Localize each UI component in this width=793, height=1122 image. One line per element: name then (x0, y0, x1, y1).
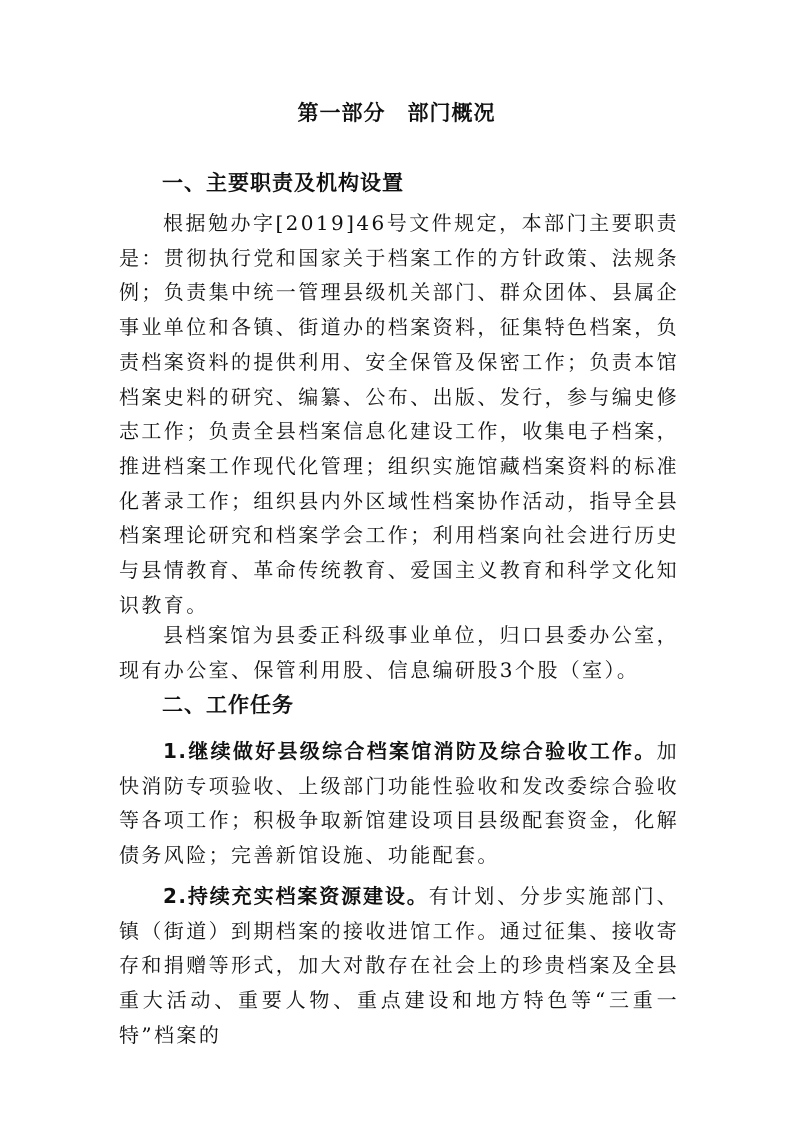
task-item-1-text: 加快消防专项验收、上级部门功能性验收和发改委综合验收等各项工作；积极争取新馆建设项目县级配套资金，化解债务风险；完善新馆设施、功能配套。 (119, 739, 679, 868)
task-item-2 (119, 879, 679, 1053)
page-title: 第一部分 部门概况 (297, 101, 496, 125)
organization-paragraph: 县档案馆为县委正科级事业单位，归口县委办公室，现有办公室、保管利用股、信息编研股3个股（室）。 (119, 623, 679, 682)
duties-paragraph: 根据勉办字[2019]46号文件规定，本部门主要职责是：贯彻执行党和国家关于档案工作的方针政策、法规条例；负责集中统一管理县级机关部门、群众团体、县属企事业单位和各镇、街道办的档案资料，征集特色档案，负责档案资料的提供利用、安全保管及保密工作；负责本馆档案史料的研究、编纂、公布、出版、发行，参与编史修志工作；负责全县档案信息化建设工作，收集电子档案，推进档案工作现代化管理；组织实施馆藏档案资料的标准化著录工作；组织县内外区域性档案协作活动，指导全县档案理论研究和档案学会工作；利用档案向社会进行历史与县情教育、革命传统教育、爱国主义教育和科学文化知识教育。 (119, 211, 679, 617)
section-heading-duties: 一、主要职责及机构设置 (162, 171, 404, 195)
section-heading-tasks: 二、工作任务 (162, 693, 294, 717)
task-item-2-lead: 2.持续充实档案资源建设。 (163, 884, 429, 908)
task-item-1-lead: 1.继续做好县级综合档案馆消防及综合验收工作。 (163, 739, 657, 763)
task-item-1 (119, 734, 679, 873)
task-item-2-text: 有计划、分步实施部门、镇（街道）到期档案的接收进馆工作。通过征集、接收寄存和捐赠等形式，加大对散存在社会上的珍贵档案及全县重大活动、重要人物、重点建设和地方特色等“三重一特”档案的 (119, 884, 680, 1047)
